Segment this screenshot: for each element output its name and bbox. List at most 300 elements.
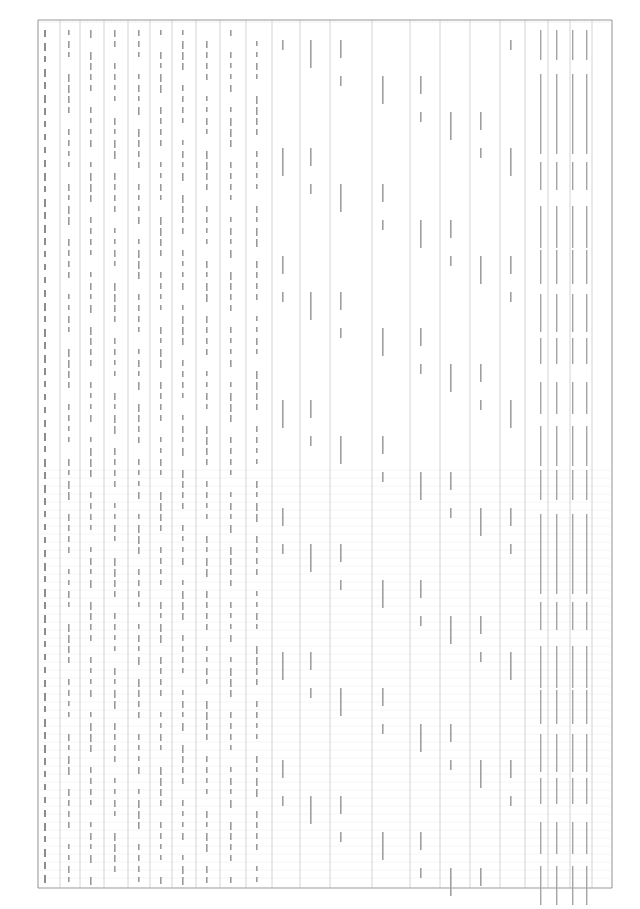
numeric-cell xyxy=(138,866,140,872)
numeric-cell xyxy=(90,217,92,223)
numeric-cell xyxy=(206,316,208,323)
numeric-cell xyxy=(114,316,116,322)
numeric-cell xyxy=(138,536,140,544)
sparse-cell xyxy=(310,184,312,194)
sparse-cell xyxy=(420,868,422,878)
numeric-cell xyxy=(68,41,70,48)
numeric-cell xyxy=(90,547,92,552)
row-id-cell xyxy=(44,602,46,609)
note-cell xyxy=(586,294,587,332)
sparse-cell xyxy=(340,544,342,562)
numeric-cell xyxy=(230,492,232,497)
sparse-cell xyxy=(310,400,312,418)
sparse-cell xyxy=(382,688,384,706)
row-id-cell xyxy=(44,329,46,337)
numeric-cell xyxy=(206,272,208,277)
sparse-cell xyxy=(310,292,312,320)
numeric-cell xyxy=(138,745,140,750)
note-cell xyxy=(586,866,587,905)
numeric-cell xyxy=(160,723,162,728)
numeric-cell xyxy=(182,635,184,641)
numeric-cell xyxy=(138,525,140,533)
row-id-cell xyxy=(44,277,46,283)
sparse-cell xyxy=(282,292,284,302)
note-cell xyxy=(556,162,557,190)
sparse-cell xyxy=(282,544,284,554)
numeric-cell xyxy=(182,723,184,731)
numeric-cell xyxy=(138,52,140,57)
numeric-cell xyxy=(256,734,258,739)
numeric-cell xyxy=(230,184,232,190)
numeric-cell xyxy=(90,107,92,113)
numeric-cell xyxy=(114,536,116,541)
numeric-cell xyxy=(114,250,116,257)
numeric-cell xyxy=(114,393,116,400)
numeric-cell xyxy=(160,745,162,750)
numeric-cell xyxy=(138,459,140,465)
numeric-cell xyxy=(114,723,116,730)
numeric-cell xyxy=(230,404,232,412)
numeric-cell xyxy=(256,228,258,236)
numeric-cell xyxy=(230,789,232,794)
numeric-cell xyxy=(90,294,92,299)
numeric-cell xyxy=(230,503,232,510)
numeric-cell xyxy=(206,789,208,794)
numeric-cell xyxy=(90,415,92,422)
numeric-cell xyxy=(256,613,258,620)
numeric-cell xyxy=(182,118,184,123)
row-id-cell xyxy=(44,706,46,712)
numeric-cell xyxy=(160,415,162,421)
numeric-cell xyxy=(256,41,258,46)
numeric-cell xyxy=(230,569,232,575)
note-cell xyxy=(586,118,587,154)
numeric-cell xyxy=(256,338,258,345)
row-id-cell xyxy=(44,355,46,363)
numeric-cell xyxy=(182,30,184,35)
row-id-cell xyxy=(44,784,46,790)
sparse-cell xyxy=(310,652,312,670)
note-cell xyxy=(586,74,587,118)
numeric-cell xyxy=(114,415,116,423)
sparse-cell xyxy=(382,832,384,860)
note-cell xyxy=(572,294,573,332)
numeric-cell xyxy=(114,503,116,508)
numeric-cell xyxy=(90,85,92,91)
numeric-cell xyxy=(90,382,92,388)
numeric-cell xyxy=(90,118,92,123)
numeric-cell xyxy=(114,800,116,807)
note-cell xyxy=(540,294,541,332)
numeric-cell xyxy=(256,657,258,665)
row-id-cell xyxy=(44,680,46,687)
note-cell xyxy=(556,602,557,630)
numeric-cell xyxy=(206,668,208,675)
numeric-cell xyxy=(256,558,258,564)
numeric-cell xyxy=(230,767,232,772)
numeric-cell xyxy=(114,151,116,159)
numeric-cell xyxy=(68,272,70,278)
numeric-cell xyxy=(68,800,70,806)
numeric-cell xyxy=(160,393,162,399)
row-id-cell xyxy=(44,641,46,647)
numeric-cell xyxy=(114,591,116,597)
numeric-cell xyxy=(206,228,208,233)
numeric-cell xyxy=(90,833,92,840)
numeric-cell xyxy=(114,96,116,101)
numeric-cell xyxy=(68,525,70,531)
numeric-cell xyxy=(256,52,258,57)
numeric-cell xyxy=(256,701,258,707)
numeric-cell xyxy=(138,162,140,168)
numeric-cell xyxy=(182,745,184,753)
numeric-cell xyxy=(68,151,70,156)
numeric-cell xyxy=(182,426,184,433)
numeric-cell xyxy=(230,833,232,840)
note-cell xyxy=(540,514,541,558)
numeric-cell xyxy=(160,173,162,178)
numeric-cell xyxy=(114,525,116,532)
numeric-cell xyxy=(90,305,92,313)
numeric-cell xyxy=(206,41,208,48)
sparse-cell xyxy=(340,436,342,464)
numeric-cell xyxy=(230,613,232,618)
numeric-cell xyxy=(138,877,140,882)
note-cell xyxy=(586,558,587,594)
row-id-cell xyxy=(44,186,46,192)
numeric-cell xyxy=(206,822,208,827)
numeric-cell xyxy=(90,360,92,366)
row-id-cell xyxy=(44,485,46,493)
numeric-cell xyxy=(256,162,258,168)
numeric-cell xyxy=(114,140,116,148)
numeric-cell xyxy=(90,283,92,290)
numeric-cell xyxy=(114,41,116,47)
numeric-cell xyxy=(138,701,140,707)
sparse-cell xyxy=(450,724,452,742)
note-cell xyxy=(556,382,557,414)
numeric-cell xyxy=(68,866,70,873)
numeric-cell xyxy=(256,404,258,410)
numeric-cell xyxy=(256,173,258,178)
note-cell xyxy=(572,778,573,804)
row-id-cell xyxy=(44,290,46,297)
numeric-cell xyxy=(230,338,232,343)
numeric-cell xyxy=(68,844,70,849)
numeric-cell xyxy=(182,382,184,388)
note-cell xyxy=(586,646,587,688)
numeric-cell xyxy=(230,558,232,565)
note-cell xyxy=(586,822,587,854)
numeric-cell xyxy=(114,338,116,344)
numeric-cell xyxy=(114,569,116,577)
numeric-cell xyxy=(160,558,162,564)
numeric-cell xyxy=(182,646,184,652)
numeric-cell xyxy=(230,822,232,830)
sparse-cell xyxy=(282,796,284,806)
sparse-cell xyxy=(420,832,422,850)
sparse-cell xyxy=(310,796,312,824)
numeric-cell xyxy=(230,657,232,662)
numeric-cell xyxy=(182,800,184,806)
numeric-cell xyxy=(68,74,70,82)
numeric-cell xyxy=(160,679,162,685)
note-cell xyxy=(556,866,557,905)
numeric-cell xyxy=(206,338,208,344)
numeric-cell xyxy=(256,789,258,797)
numeric-cell xyxy=(182,360,184,366)
sparse-cell xyxy=(340,292,342,310)
numeric-cell xyxy=(138,272,140,279)
note-cell xyxy=(586,734,587,772)
numeric-cell xyxy=(182,536,184,541)
numeric-cell xyxy=(90,184,92,192)
numeric-cell xyxy=(206,393,208,400)
numeric-cell xyxy=(206,866,208,873)
numeric-cell xyxy=(230,294,232,300)
numeric-cell xyxy=(256,63,258,70)
numeric-cell xyxy=(90,712,92,717)
numeric-cell xyxy=(230,217,232,222)
numeric-cell xyxy=(182,855,184,860)
numeric-cell xyxy=(68,96,70,103)
numeric-cell xyxy=(68,591,70,598)
numeric-cell xyxy=(90,459,92,467)
numeric-cell xyxy=(182,272,184,277)
row-id-cell xyxy=(44,43,46,51)
numeric-cell xyxy=(206,448,208,455)
numeric-cell xyxy=(230,327,232,333)
numeric-cell xyxy=(256,844,258,850)
numeric-cell xyxy=(230,228,232,235)
row-id-cell xyxy=(44,667,46,673)
sparse-cell xyxy=(340,40,342,58)
numeric-cell xyxy=(138,404,140,412)
sparse-cell xyxy=(382,328,384,356)
numeric-cell xyxy=(68,602,70,607)
numeric-cell xyxy=(182,657,184,663)
numeric-cell xyxy=(256,459,258,464)
numeric-cell xyxy=(256,107,258,115)
numeric-cell xyxy=(160,404,162,410)
numeric-cell xyxy=(256,536,258,543)
numeric-cell xyxy=(206,712,208,720)
numeric-cell xyxy=(182,140,184,145)
numeric-cell xyxy=(114,844,116,852)
numeric-cell xyxy=(138,74,140,79)
numeric-cell xyxy=(114,371,116,376)
row-id-cell xyxy=(44,511,46,517)
numeric-cell xyxy=(160,569,162,574)
numeric-cell xyxy=(114,195,116,201)
note-cell xyxy=(586,690,587,724)
sparse-cell xyxy=(510,40,512,50)
numeric-cell xyxy=(138,195,140,200)
sparse-cell xyxy=(450,472,452,490)
note-cell xyxy=(586,382,587,414)
numeric-cell xyxy=(160,547,162,553)
row-id-cell xyxy=(44,836,46,842)
numeric-cell xyxy=(160,448,162,453)
row-id-cell xyxy=(44,875,46,883)
numeric-cell xyxy=(114,129,116,134)
numeric-cell xyxy=(230,239,232,244)
numeric-cell xyxy=(114,613,116,619)
numeric-cell xyxy=(138,624,140,629)
sparse-cell xyxy=(310,148,312,166)
numeric-cell xyxy=(206,877,208,883)
row-id-cell xyxy=(44,121,46,127)
numeric-cell xyxy=(68,569,70,574)
sparse-cell xyxy=(510,292,512,302)
numeric-cell xyxy=(230,459,232,465)
numeric-cell xyxy=(138,129,140,137)
numeric-cell xyxy=(182,41,184,49)
row-id-cell xyxy=(44,82,46,89)
row-id-cell xyxy=(44,823,46,831)
numeric-cell xyxy=(90,855,92,863)
numeric-cell xyxy=(114,261,116,266)
numeric-cell xyxy=(68,195,70,200)
numeric-cell xyxy=(256,371,258,379)
note-cell xyxy=(586,426,587,466)
numeric-cell xyxy=(160,294,162,299)
note-cell xyxy=(556,338,557,364)
numeric-cell xyxy=(90,679,92,684)
note-cell xyxy=(556,558,557,594)
numeric-cell xyxy=(182,206,184,213)
numeric-cell xyxy=(206,184,208,190)
sparse-cell xyxy=(450,220,452,238)
numeric-cell xyxy=(68,382,70,388)
numeric-cell xyxy=(90,349,92,355)
sparse-cell xyxy=(480,508,482,536)
numeric-cell xyxy=(182,107,184,113)
numeric-cell xyxy=(206,63,208,69)
sparse-cell xyxy=(420,220,422,248)
numeric-cell xyxy=(182,547,184,552)
numeric-cell xyxy=(160,767,162,775)
numeric-cell xyxy=(206,294,208,302)
numeric-cell xyxy=(68,162,70,167)
numeric-cell xyxy=(230,30,232,36)
numeric-cell xyxy=(182,437,184,442)
numeric-cell xyxy=(230,382,232,387)
numeric-cell xyxy=(114,173,116,180)
numeric-cell xyxy=(182,151,184,158)
numeric-cell xyxy=(68,690,70,696)
note-cell xyxy=(586,250,587,284)
numeric-cell xyxy=(68,822,70,828)
numeric-cell xyxy=(160,129,162,135)
numeric-cell xyxy=(138,437,140,443)
numeric-cell xyxy=(90,668,92,673)
row-id-cell xyxy=(44,394,46,400)
numeric-cell xyxy=(90,624,92,630)
numeric-cell xyxy=(206,558,208,566)
numeric-cell xyxy=(206,52,208,58)
numeric-cell xyxy=(206,162,208,170)
note-cell xyxy=(572,558,573,594)
numeric-cell xyxy=(256,547,258,553)
row-id-cell xyxy=(44,407,46,413)
sparse-cell xyxy=(420,112,422,122)
sparse-cell xyxy=(282,256,284,274)
numeric-cell xyxy=(160,162,162,167)
numeric-cell xyxy=(256,811,258,818)
numeric-cell xyxy=(114,701,116,709)
row-id-cell xyxy=(44,771,46,777)
sparse-cell xyxy=(450,508,452,518)
numeric-cell xyxy=(138,360,140,367)
numeric-cell xyxy=(206,426,208,434)
numeric-cell xyxy=(256,866,258,871)
numeric-cell xyxy=(138,569,140,575)
numeric-cell xyxy=(230,635,232,642)
note-cell xyxy=(572,250,573,284)
note-cell xyxy=(540,30,541,60)
numeric-cell xyxy=(68,646,70,653)
numeric-cell xyxy=(138,107,140,115)
sparse-cell xyxy=(510,652,512,680)
numeric-cell xyxy=(90,657,92,663)
numeric-cell xyxy=(68,349,70,357)
numeric-cell xyxy=(160,30,162,35)
note-cell xyxy=(586,162,587,190)
numeric-cell xyxy=(230,283,232,290)
numeric-cell xyxy=(138,41,140,47)
numeric-cell xyxy=(138,734,140,740)
numeric-cell xyxy=(114,360,116,365)
numeric-cell xyxy=(206,217,208,223)
numeric-cell xyxy=(90,74,92,80)
row-id-cell xyxy=(44,264,46,270)
numeric-cell xyxy=(90,877,92,885)
numeric-cell xyxy=(68,30,70,35)
numeric-cell xyxy=(114,646,116,651)
numeric-cell xyxy=(160,184,162,191)
row-id-cell xyxy=(44,459,46,467)
note-cell xyxy=(540,470,541,500)
sparse-cell xyxy=(282,400,284,428)
row-id-cell xyxy=(44,563,46,571)
numeric-cell xyxy=(206,657,208,662)
sparse-cell xyxy=(382,220,384,230)
numeric-cell xyxy=(160,118,162,124)
sparse-cell xyxy=(420,472,422,500)
numeric-cell xyxy=(68,624,70,632)
numeric-cell xyxy=(68,547,70,553)
numeric-cell xyxy=(256,756,258,763)
row-id-cell xyxy=(44,368,46,375)
sparse-cell xyxy=(480,112,482,130)
numeric-cell xyxy=(138,30,140,36)
numeric-cell xyxy=(160,657,162,664)
note-cell xyxy=(586,778,587,804)
numeric-cell xyxy=(138,382,140,390)
numeric-cell xyxy=(256,349,258,354)
sparse-cell xyxy=(480,760,482,788)
numeric-cell xyxy=(114,294,116,302)
numeric-cell xyxy=(230,690,232,697)
numeric-cell xyxy=(68,140,70,146)
note-cell xyxy=(540,118,541,154)
numeric-cell xyxy=(114,778,116,783)
numeric-cell xyxy=(138,239,140,244)
numeric-cell xyxy=(114,624,116,630)
numeric-cell xyxy=(90,448,92,456)
sparse-cell xyxy=(450,616,452,644)
